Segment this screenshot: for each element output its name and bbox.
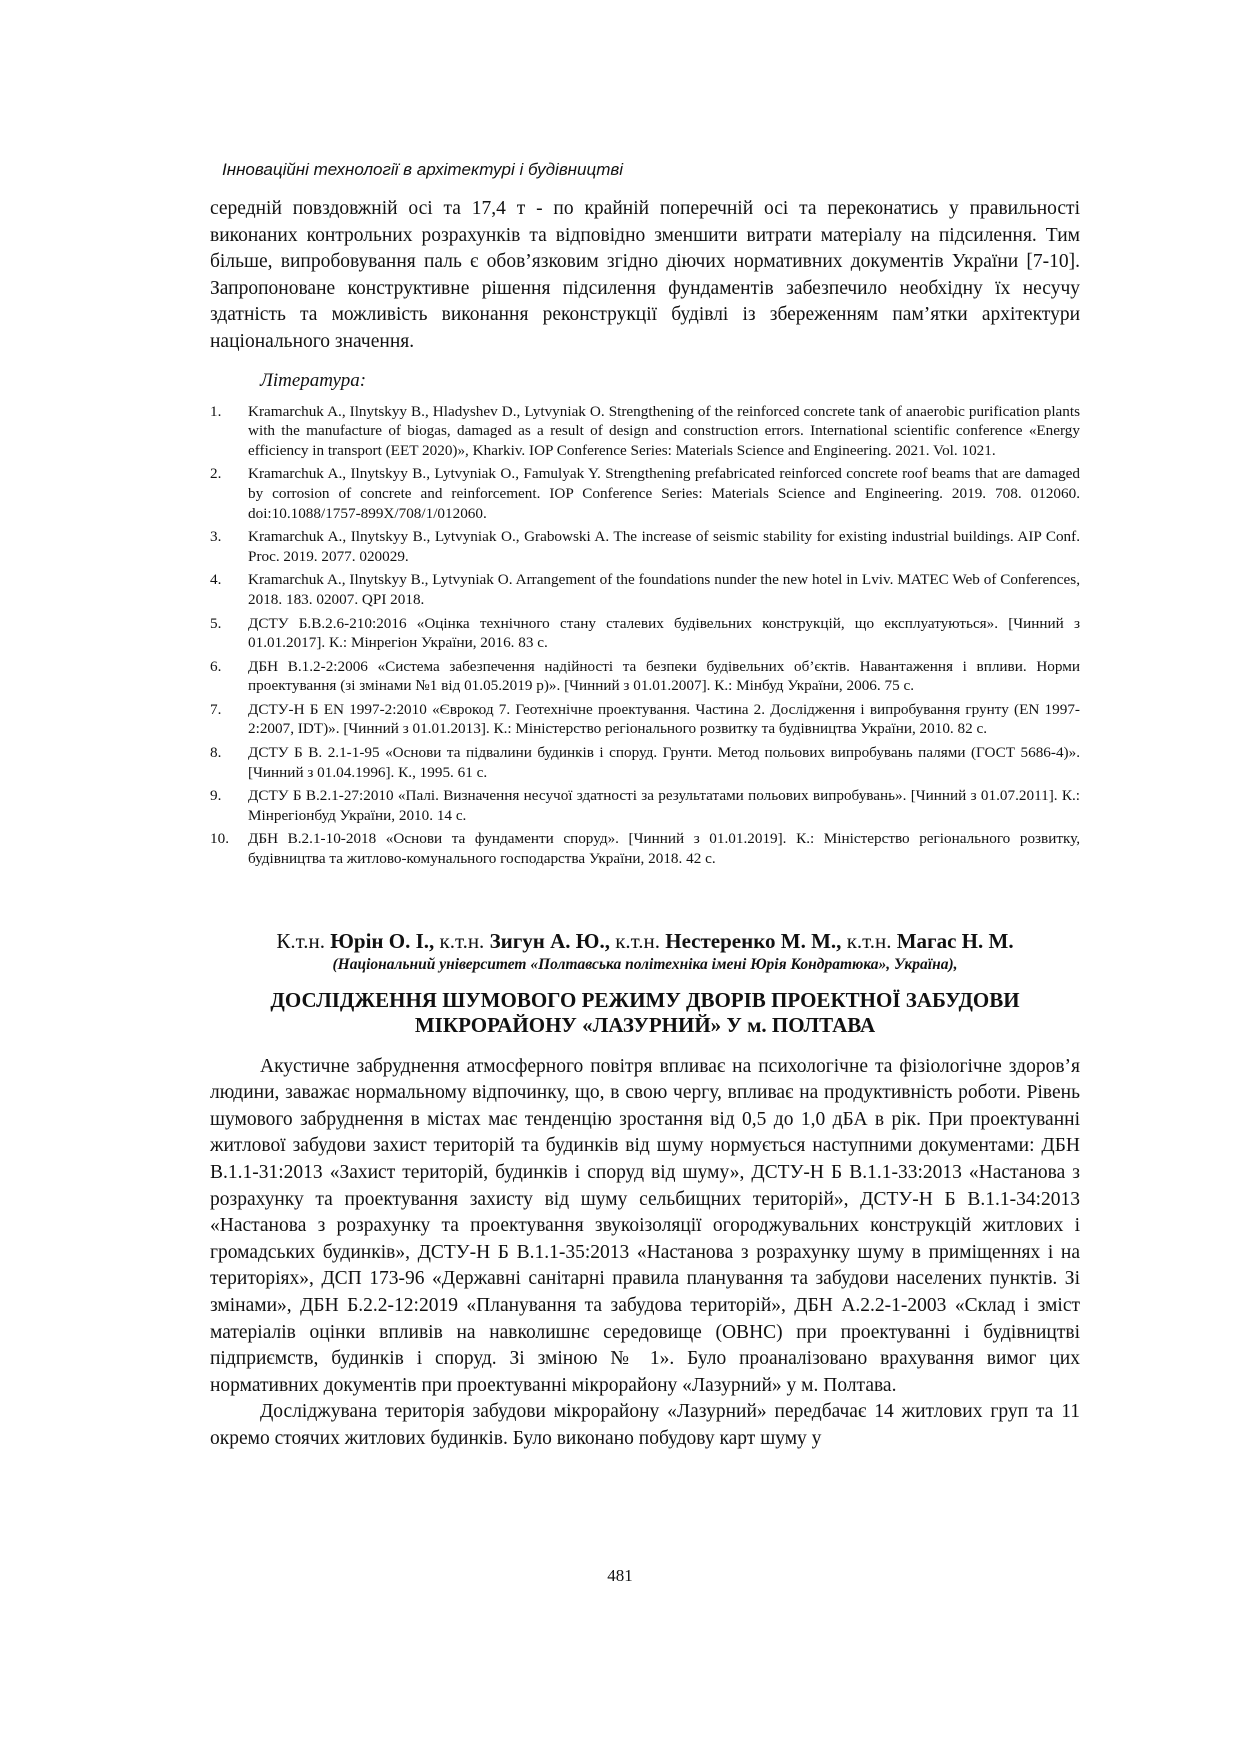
author-degree: к.т.н. [846,928,892,953]
reference-text: Kramarchuk A., Ilnytskyy B., Hladyshev D., Lytvyniak O. Strengthening of the reinforced concrete tank of anaerobic purification plants with the manufacture of biogas, damaged as a result of design and construction errors. International scientific conference «Energy efficiency in transport (EET 2020)», Kharkiv. IOP Conference Series: Materials Science and Engineering. 2021. Vol. 1021. [248,402,1080,459]
reference-number: 4. [210,571,222,589]
reference-text: ДБН В.2.1-10-2018 «Основи та фундаменти споруд». [Чинний з 01.01.2019]. К.: Міністерство регіонального розвитку, будівництва та житлово-комунального господарства України, 2018. 42 с. [248,830,1080,868]
reference-item [210,829,1080,868]
reference-item [210,743,1080,782]
reference-item [210,700,1080,739]
literature-heading: Література: [260,369,367,391]
author-degree: к.т.н. [439,928,485,953]
reference-item [210,527,1080,566]
author-degree: К.т.н. [276,928,325,953]
reference-text: Kramarchuk A., Ilnytskyy B., Lytvyniak O. Arrangement of the foundations nunder the new hotel in Lviv. MATEC Web of Conferences, 2018. 183. 02007. QPI 2018. [248,571,1080,608]
affiliation: (Національний університет «Полтавська політехніка імені Юрія Кондратюка», Україна), [332,955,958,973]
reference-number: 2. [210,465,222,483]
reference-number: 5. [210,614,222,632]
reference-text: ДСТУ Б В.2.1-27:2010 «Палі. Визначення несучої здатності за результатами польових випробувань». [Чинний з 01.07.2011]. К.: Мінрегіонбуд України, 2010. 14 с. [248,787,1080,824]
reference-number: 9. [210,787,222,805]
reference-item [210,786,1080,825]
page-number: 481 [607,1566,633,1585]
intro-paragraph: середній повздовжній осі та 17,4 т - по крайній поперечній осі та переконатись у правильності виконаних контрольних розрахунків та відповідно зменшити витрати матеріалу на підсилення. Тим більше, випробовування паль є обов’язковим згідно діючих нормативних документів України [7-10]. Запропоноване конструктивне рішення підсилення фундаментів забезпечило необхідну їх несучу здатність та можливість виконання реконструкції будівлі із збереженням пам’ятки архітектури національного значення. [210,198,1080,352]
running-head: Інноваційні технології в архітектурі і будівництві [222,160,624,179]
reference-text: ДБН В.1.2-2:2006 «Система забезпечення надійності та безпеки будівельних об’єктів. Навантаження і впливи. Норми проектування (зі змінами №1 від 01.05.2019 р)». [Чинний з 01.01.2007]. К.: Мінбуд України, 2006. 75 с. [248,657,1080,695]
reference-item [210,570,1080,609]
reference-item [210,614,1080,653]
body-paragraph: Досліджувана територія забудови мікрорайону «Лазурний» передбачає 14 житлових груп та 11 окремо стоячих житлових будинків. Було виконано побудову карт шуму у [210,1401,1080,1449]
reference-text: ДСТУ-Н Б EN 1997-2:2010 «Єврокод 7. Геотехнічне проектування. Частина 2. Дослідження і випробування грунту (EN 1997-2:2007, IDT)». [Чинний з 01.01.2013]. К.: Міністерство регіонального розвитку та будівництва України, 2010. 82 с. [248,700,1080,738]
reference-number: 1. [210,402,222,420]
reference-item [210,402,1080,461]
reference-text: Kramarchuk A., Ilnytskyy B., Lytvyniak O., Famulyak Y. Strengthening prefabricated reinforced concrete roof beams that are damaged by corrosion of concrete and reinforcement. IOP Conference Series: Materials Science and Engineering. 2019. 708. 012060. doi:10.1088/1757-899X/708/1/012060. [248,465,1080,522]
reference-list [210,402,1080,869]
author-line [210,929,1080,954]
reference-number: 6. [210,657,222,675]
reference-text: ДСТУ Б В. 2.1-1-95 «Основи та підвалини будинків і споруд. Грунти. Метод польових випробувань палями (ГОСТ 5686-4)». [Чинний з 01.04.1996]. К., 1995. 61 с. [248,744,1080,781]
reference-number: 10. [210,830,229,848]
author-name: Нестеренко М. М., [665,928,842,953]
reference-number: 8. [210,744,222,762]
reference-item [210,464,1080,523]
reference-number: 3. [210,528,222,546]
author-degree: к.т.н. [615,928,660,953]
reference-number: 7. [210,700,222,718]
title-line: ДОСЛІДЖЕННЯ ШУМОВОГО РЕЖИМУ ДВОРІВ ПРОЕКТНОЇ ЗАБУДОВИ [270,987,1020,1012]
page-content [210,160,1080,1453]
body-paragraph: Акустичне забруднення атмосферного повітря впливає на психологічне та фізіологічне здоров’я людини, заважає нормальному відпочинку, що, в свою чергу, впливає на продуктивність роботи. Рівень шумового забруднення в містах має тенденцію зростання від 0,5 до 1,0 дБА в рік. При проектуванні житлової забудови захист територій та будинків від шуму нормується наступними документами: ДБН В.1.1-31:2013 «Захист територій, будинків і споруд від шуму», ДСТУ-Н Б В.1.1-33:2013 «Настанова з розрахунку та проектування захисту від шуму сельбищних територій», ДСТУ-Н Б В.1.1-34:2013 «Настанова з розрахунку та проектування звукоізоляції огороджувальних конструкцій житлових і громадських будинків», ДСТУ-Н Б В.1.1-35:2013 «Настанова з розрахунку шуму в приміщеннях і на територіях», ДСП 173-96 «Державні санітарні правила планування та забудови населених пунктів. Зі змінами», ДБН Б.2.2-12:2019 «Планування та забудова територій», ДБН А.2.2-1-2003 «Склад і зміст матеріалів оцінки впливів на навколишнє середовище (ОВНС) при проектуванні і будівництві підприємств, будинків і споруд. Зі зміною № 1». Було проаналізовано врахування вимог цих нормативних документів при проектуванні мікрорайону «Лазурний» у м. Полтава. [210,1055,1080,1396]
title-line: МІКРОРАЙОНУ «ЛАЗУРНИЙ» У м. ПОЛТАВА [414,1012,876,1037]
reference-text: Kramarchuk A., Ilnytskyy B., Lytvyniak O., Grabowski A. The increase of seismic stability for existing industrial buildings. AIP Conf. Proc. 2019. 2077. 020029. [248,528,1080,565]
reference-text: ДСТУ Б.В.2.6-210:2016 «Оцінка технічного стану сталевих будівельних конструкцій, що експлуатуються». [Чинний з 01.01.2017]. К.: Мінрегіон України, 2016. 83 с. [248,614,1080,652]
reference-item [210,657,1080,696]
author-name: Магас Н. М. [896,928,1014,953]
author-name: Зигун А. Ю., [489,928,610,953]
article-title [210,988,1080,1038]
author-name: Юрін О. І., [330,928,435,953]
